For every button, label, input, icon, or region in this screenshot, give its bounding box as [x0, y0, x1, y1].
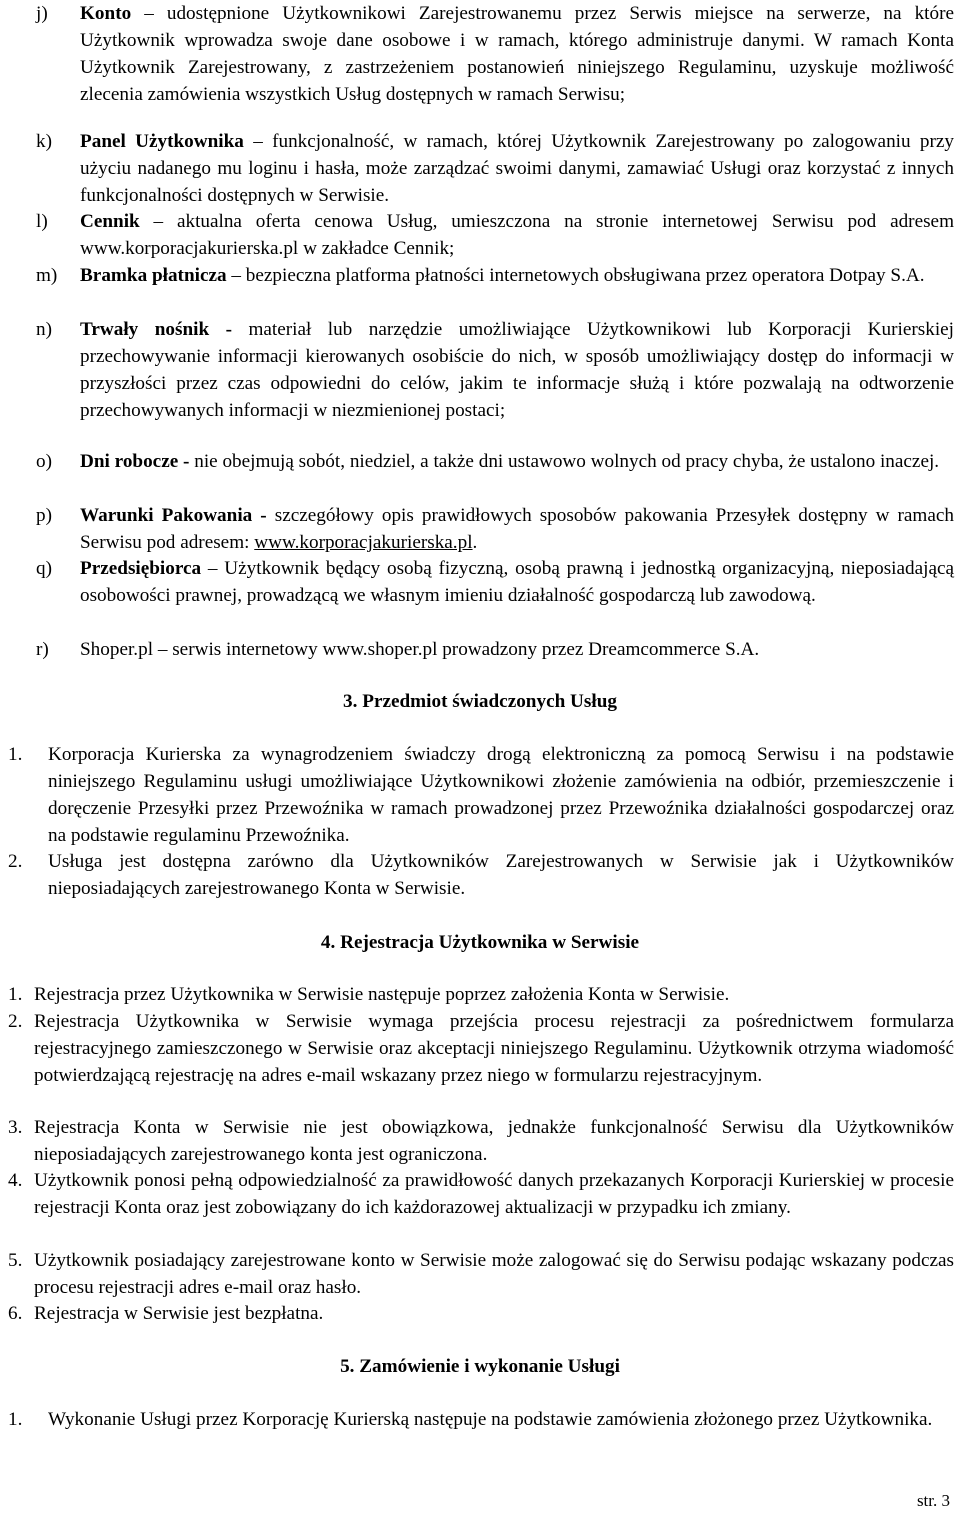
section-3-heading: 3. Przedmiot świadczonych Usług — [343, 691, 617, 712]
section-5-heading: 5. Zamówienie i wykonanie Usługi — [340, 1356, 620, 1377]
list-item-text: Rejestracja Konta w Serwisie nie jest obowiązkowa, jednakże funkcjonalność Serwisu dla Użytkowników nieposiadających zarejestrowanego konta jest ograniczona. — [34, 1117, 954, 1165]
list-marker: q) — [36, 558, 52, 579]
list-item-text: Korporacja Kurierska za wynagrodzeniem świadczy drogą elektroniczną za pomocą Serwisu i na podstawie niniejszego Regulaminu usługi umożliwiające Użytkownikowi złożenie zamówienia na odbiór, przemieszczenie i doręczenie Przesyłki przez Przewoźnika w ramach prowadzonej przez Przewoźnika działalności gospodarczej oraz na podstawie regulaminu Przewoźnika. — [48, 744, 954, 846]
list-marker: 5. — [8, 1250, 23, 1271]
definition-term: Konto — [80, 3, 132, 24]
list-item-text: Rejestracja w Serwisie jest bezpłatna. — [34, 1303, 324, 1324]
definition-item-j — [0, 0, 960, 108]
section-3-item-2 — [0, 848, 960, 902]
list-marker: 2. — [8, 1011, 23, 1032]
definition-text: Shoper.pl – serwis internetowy www.shoper.pl prowadzony przez Dreamcommerce S.A. — [80, 639, 760, 660]
list-marker: 3. — [8, 1117, 23, 1138]
list-marker: 6. — [8, 1303, 23, 1324]
section-4-item-5 — [0, 1247, 960, 1301]
list-marker: 4. — [8, 1170, 23, 1191]
section-4-heading: 4. Rejestracja Użytkownika w Serwisie — [320, 932, 640, 953]
definition-text: materiał lub narzędzie umożliwiające Użytkownikowi lub Korporacji Kurierskiej przechowywanie informacji kierowanych osobiście do nich, w sposób umożliwiający dostęp do informacji w przyszłości przez czas odpowiedni do celów, jakim te informacje służą i które pozwalają na odtworzenie przechowywanych informacji w niezmienionej postaci; — [80, 319, 954, 421]
list-item-text: Wykonanie Usługi przez Korporację Kurierską następuje na podstawie zamówienia złożonego przez Użytkownika. — [48, 1409, 933, 1430]
list-item-text: Użytkownik posiadający zarejestrowane konto w Serwisie może zalogować się do Serwisu podając wskazany podczas procesu rejestracji adres e-mail oraz hasło. — [34, 1250, 954, 1298]
list-marker: n) — [36, 319, 52, 340]
section-4-item-2 — [0, 1008, 960, 1089]
definition-term: Dni robocze - — [80, 451, 190, 472]
definition-text: – funkcjonalność, w ramach, której Użytkownik Zarejestrowany po zalogowaniu przy użyciu nadanego mu loginu i hasła, może zarządzać swoimi danymi, zamawiać Usługi oraz korzystać z innych funkcjonalności dostępnych w Serwisie. — [80, 131, 954, 206]
list-marker: o) — [36, 451, 52, 472]
list-marker: k) — [36, 131, 52, 152]
section-4-item-3 — [0, 1114, 960, 1168]
definition-term: Panel Użytkownika — [80, 131, 244, 152]
definition-text: nie obejmują sobót, niedziel, a także dni ustawowo wolnych od pracy chyba, że ustalono inaczej. — [189, 451, 940, 472]
definition-item-k — [0, 128, 960, 209]
list-marker: 1. — [8, 744, 23, 765]
list-marker: p) — [36, 505, 52, 526]
website-link[interactable]: www.korporacjakurierska.pl — [254, 532, 473, 553]
section-4-item-1 — [0, 981, 960, 1008]
section-5-item-1 — [0, 1406, 960, 1433]
definition-item-o — [0, 448, 960, 475]
list-marker: j) — [36, 3, 48, 24]
page-number: str. 3 — [916, 1491, 950, 1510]
definition-item-q — [0, 555, 960, 609]
list-marker: r) — [36, 639, 49, 660]
definition-item-l — [0, 208, 960, 262]
list-marker: 1. — [8, 1409, 23, 1430]
definition-item-m — [0, 262, 960, 289]
definition-text: szczegółowy opis prawidłowych sposobów pakowania Przesyłek dostępny w ramach Serwisu pod adresem: — [80, 505, 954, 553]
list-marker: m) — [36, 265, 58, 286]
list-item-text: Użytkownik ponosi pełną odpowiedzialność za prawidłowość danych przekazanych Korporacji Kurierskiej w procesie rejestracji Konta oraz jest zobowiązany do ich każdorazowej aktualizacji w przypadku ich zmiany. — [34, 1170, 954, 1218]
definition-text: – aktualna oferta cenowa Usług, umieszczona na stronie internetowej Serwisu pod adresem www.korporacjakurierska.pl w zakładce Cennik; — [80, 211, 954, 259]
definition-item-r — [0, 636, 960, 663]
section-3-item-1 — [0, 741, 960, 849]
definition-item-n — [0, 316, 960, 424]
list-item-text: Rejestracja przez Użytkownika w Serwisie następuje poprzez założenia Konta w Serwisie. — [34, 984, 730, 1005]
definition-item-p — [0, 502, 960, 556]
list-marker: 1. — [8, 984, 23, 1005]
definition-text: – udostępnione Użytkownikowi Zarejestrowanemu przez Serwis miejsce na serwerze, na które Użytkownik wprowadza swoje dane osobowe i w ramach, którego administruje danymi. W ramach Konta Użytkownik Zarejestrowany, z zastrzeżeniem postanowień niniejszego Regulaminu, uzyskuje możliwość zlecenia zamówienia wszystkich Usług dostępnych w ramach Serwisu; — [80, 3, 954, 105]
list-item-text: Rejestracja Użytkownika w Serwisie wymaga przejścia procesu rejestracji za pośrednictwem formularza rejestracyjnego zamieszczonego w Serwisie oraz akceptacji niniejszego Regulaminu. Użytkownik otrzyma wiadomość potwierdzającą rejestrację na adres e-mail wskazany przez niego w formularzu rejestracyjnym. — [34, 1011, 954, 1086]
list-marker: l) — [36, 211, 48, 232]
section-4-item-6 — [0, 1300, 960, 1327]
definition-text-end: . — [472, 532, 478, 553]
definition-term: Przedsiębiorca — [80, 558, 202, 579]
list-marker: 2. — [8, 851, 23, 872]
definition-term: Cennik — [80, 211, 140, 232]
definition-term: Trwały nośnik - — [80, 319, 232, 340]
definition-text: – Użytkownik będący osobą fizyczną, osobą prawną i jednostką organizacyjną, nieposiadającą osobowości prawnej, prowadzącą we własnym imieniu działalność gospodarczą lub zawodową. — [80, 558, 954, 606]
section-4-item-4 — [0, 1167, 960, 1221]
definition-term: Warunki Pakowania - — [80, 505, 267, 526]
definition-term: Bramka płatnicza — [80, 265, 227, 286]
definition-text: – bezpieczna platforma płatności internetowych obsługiwana przez operatora Dotpay S.A. — [226, 265, 925, 286]
list-item-text: Usługa jest dostępna zarówno dla Użytkowników Zarejestrowanych w Serwisie jak i Użytkowników nieposiadających zarejestrowanego Konta w Serwisie. — [48, 851, 954, 899]
